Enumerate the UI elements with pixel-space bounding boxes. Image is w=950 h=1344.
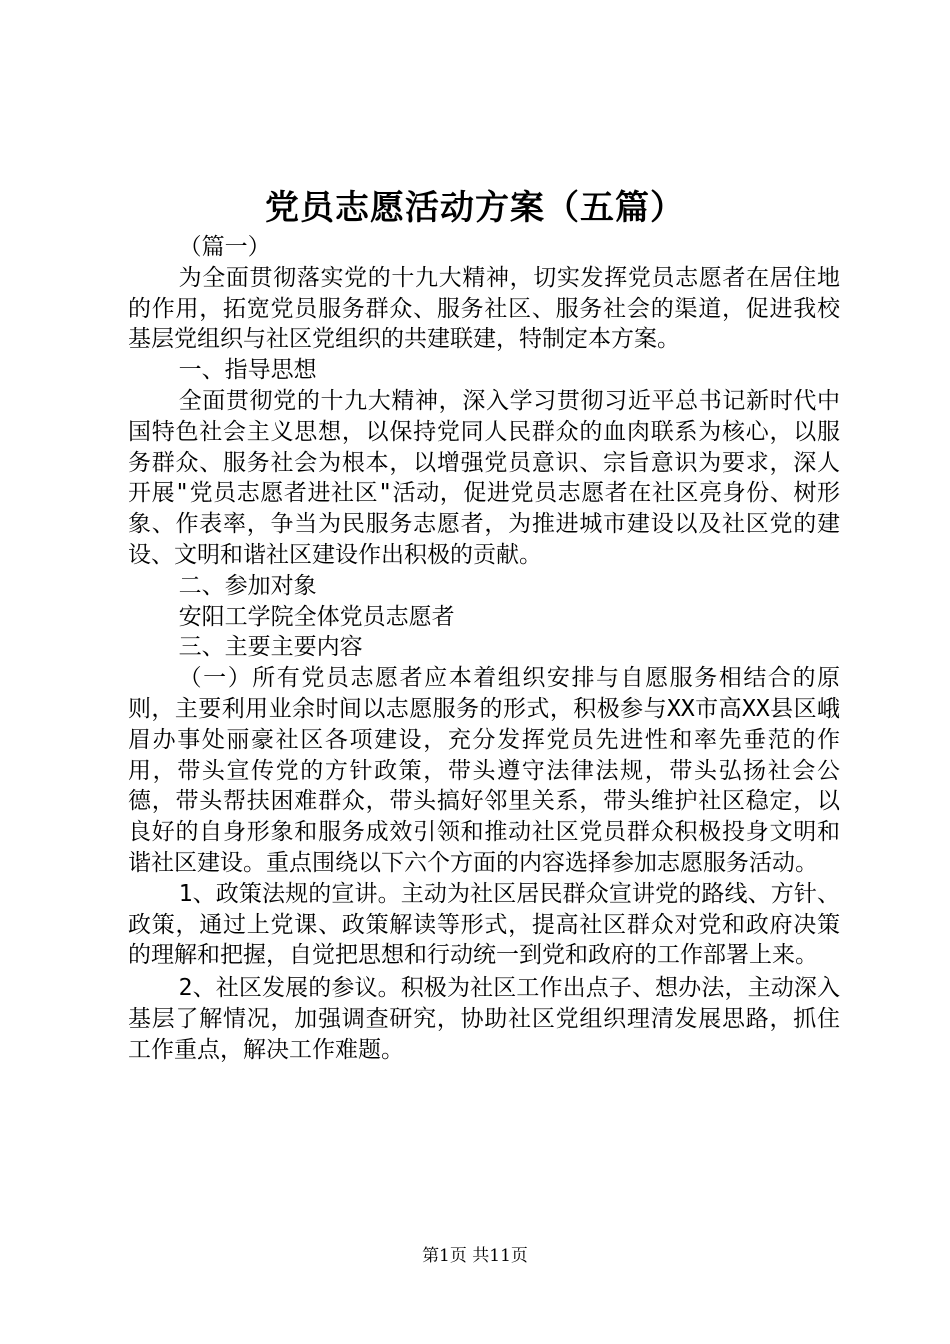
document-body [128, 232, 840, 1066]
heading-main-content: 三、主要主要内容 [178, 634, 363, 661]
heading-guiding-ideology: 一、指导思想 [178, 357, 317, 384]
document-title: 党员志愿活动方案（五篇） [265, 188, 685, 228]
intro-paragraph: 为全面贯彻落实党的十九大精神，切实发挥党员志愿者在居住地的作用，拓宽党员服务群众、服务社区、服务社会的渠道，促进我校基层党组织与社区党组织的共建联建，特制定本方案。 [128, 264, 840, 353]
main-content-paragraph: （一）所有党员志愿者应本着组织安排与自愿服务相结合的原则，主要利用业余时间以志愿服务的形式，积极参与XX市高XX县区峨眉办事处丽豪社区各项建设，充分发挥党员先进性和率先垂范的作用，带头宣传党的方针政策，带头遵守法律法规，带头弘扬社会公德，带头帮扶困难群众，带头搞好邻里关系，带头维护社区稳定，以良好的自身形象和服务成效引领和推动社区党员群众积极投身文明和谐社区建设。重点围绕以下六个方面的内容选择参加志愿服务活动。 [128, 665, 840, 876]
community-item-paragraph: 2、社区发展的参议。积极为社区工作出点子、想办法，主动深入基层了解情况，加强调查研究，协助社区党组织理清发展思路，抓住工作重点，解决工作难题。 [128, 975, 840, 1063]
guiding-ideology-paragraph: 全面贯彻党的十九大精神，深入学习贯彻习近平总书记新时代中国特色社会主义思想，以保持党同人民群众的血肉联系为核心，以服务群众、服务社会为根本，以增强党员意识、宗旨意识为要求，深人开展"党员志愿者进社区"活动，促进党员志愿者在社区亮身份、树形象、作表率，争当为民服务志愿者，为推进城市建设以及社区党的建设、文明和谐社区建设作出积极的贡献。 [128, 387, 840, 568]
page-number-footer: 第1页 共11页 [422, 1246, 528, 1266]
participants-paragraph: 安阳工学院全体党员志愿者 [178, 603, 455, 630]
policy-item-paragraph: 1、政策法规的宣讲。主动为社区居民群众宣讲党的路线、方针、政策，通过上党课、政策解读等形式，提高社区群众对党和政府决策的理解和把握，自觉把思想和行动统一到党和政府的工作部署上来。 [128, 880, 840, 969]
section-label-part-one: （篇一） [178, 234, 271, 260]
heading-participants: 二、参加对象 [178, 572, 317, 599]
